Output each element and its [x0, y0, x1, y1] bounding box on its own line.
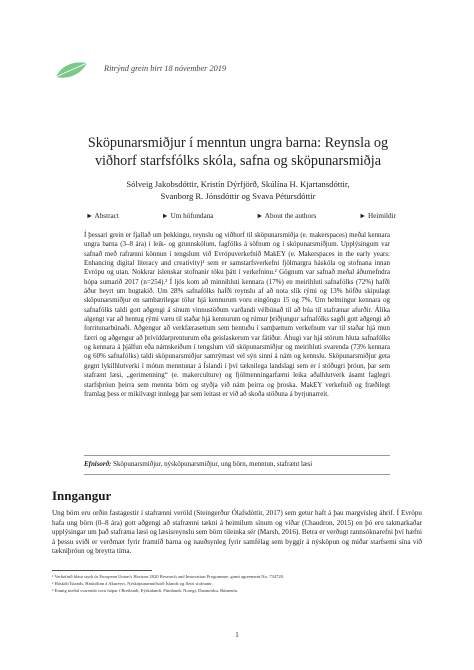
keywords-label: Efnisorð:: [84, 460, 112, 468]
abstract-link[interactable]: ► Abstract: [86, 212, 119, 220]
authors-line-1: Sólveig Jakobsdóttir, Kristín Dýrfjörð, Skúlína H. Kjartansdóttir,: [126, 179, 350, 189]
abstract-text: Í þessari grein er fjallað um þekkingu, reynslu og viðhorf til sköpunarsmiðja (e. makerspaces) meðal kennara ungra barna (3–8 ára) í leik- og grunnskólum, fagfólks á söfnum og í sköpunarsmiðjum. Upplýsingum var safnað með rafrænni könnun í tengslum við Evrópuverkefnið MakEY (e. Makerspaces in the early years: Enhancing digital literacy and creativity)¹ sem er samstarfsverkefni fjölmargra háskóla og stofnana innan Evrópu og utan. Nokkrar íslenskar stofnanir tóku þátt í verkefninu.² Gögnum var safnað meðal áðurnefndra hópa sumarið 2017 (n=254).³ Í ljós kom að minnihluti kennara (17%) en meirihluti safnafólks (72%) hafði áður heyrt um hugtakið. Um 28% safnafólks hafði reynslu af að nota slík rými og 13% höfðu skipulagt sköpunarsmiðjur en sambærilegar tölur hjá kennurum voru eingöngu 15 og 7%. Um helmingur kennara og safnafólks taldi gott aðgengi á sínum vinnustöðum varðandi vélbúnað til að búa til stafrænar afurðir. Álíka algengt var að hentug rými væru til staðar hjá kennurum og rúmur þriðjungur safnafólks sagði gott aðgengi að forritunarbúnaði. Aðgengur að verkfærasettum sem hentuðu í samþættum verkefnum var til staðar hjá mun færri og aðgengur að þrívíddarprenturum eða geislaskerum var fátíður. Áhugi var hjá stórum hluta safnafólks og kennara á þjálfun eða námskeiðum í tengslum við sköpunarsmiðjur og meirihluti svarenda (73% kennara og 60% safnafólks) taldi sköpunarsmiðjur samrýmast vel sýn sinni á nám og kennslu. Sköpunarsmiðjur geta gegnt lykilhlutverki í mótun menntunar á Íslandi í því tæknilega landslagi sem er í stöðugri þróun, þar sem stafrænt læsi, „gerimenning“ (e. makerculture) og fjölmenningarfærni leika aðalhlutverk ásamt faglegri starfsþróun þeirra sem mennta börn og styðja við nám þeirra og þroska. MakEY verkefnið og fræðilegt framlag þess er mikilvægt innlegg þar sem leitast er við að skoða stöðuna á byrjunarreit.: [84, 231, 390, 398]
abstract-block: [84, 231, 390, 399]
page-number: 1: [235, 630, 239, 639]
authors-line-2: Svanborg R. Jónsdóttir og Svava Pétursdóttir: [160, 191, 316, 201]
section-links: [86, 212, 396, 220]
references-link[interactable]: ► Heimildir: [359, 212, 396, 220]
footnote-2: ² Háskóli Íslands, Háskólinn á Akureyri, Nýsköpunarmiðstöð Íslands og fleiri stofnanir.: [52, 581, 213, 587]
footnote-3: ³ Einnig meðal svarenda voru hópar í Bretlandi, Þýskalandi, Finnlandi, Noregi, Danmörku, Rúmeníu.: [52, 588, 239, 594]
keywords-rule-bottom: [84, 474, 390, 475]
keywords-line: [84, 460, 390, 468]
about-authors-is-link[interactable]: ► Um höfundana: [161, 212, 214, 220]
section-heading: Inngangur: [52, 488, 112, 503]
title-line-2: viðhorf starfsfólks skóla, safna og sköpunarsmiðja: [94, 153, 382, 169]
footnote-rule: [52, 570, 152, 571]
title-line-1: Sköpunarsmiðjur í menntun ungra barna: Reynsla og: [87, 135, 389, 151]
keywords-rule-top: [84, 455, 390, 456]
about-authors-en-link[interactable]: ► About the authors: [256, 212, 317, 220]
intro-paragraph: Ung börn eru orðin fastagestir í stafrænni veröld (Steingerður Ólafsdóttir, 2017) sem getur haft á þau margvísleg áhrif. Í Evrópu hafa ung börn (0–8 ára) gott aðgengi að stafrænni tækni á heimilum sínum og víðar (Chaudron, 2015) en þó eru takmarkaðar upplýsingar um það stafræna læsi og læsisreynslu sem börn tileinka sér (Marsh, 2016). Betra er verðugt rannsóknarefni því hæfni á þessu sviði er verðmæt fyrir framtíð barna og nauðsynleg fyrir samfélag sem byggir á nýsköpun og miðar starfsemi sína við tækniþróun og breytta tíma.: [52, 509, 422, 555]
article-authors: [70, 178, 406, 202]
leaf-logo-icon: [54, 60, 88, 82]
intro-body: [52, 509, 422, 557]
article-title: [60, 134, 416, 170]
footnotes: [52, 573, 422, 595]
publication-info: Ritrýnd grein birt 18 nóvember 2019: [104, 64, 227, 73]
keywords-text: Sköpunarsmiðjur, nýsköpunarsmiðjur, ung börn, menntun, stafrænt læsi: [113, 460, 313, 468]
footnote-1: ¹ Verkefnið hlaut styrk úr European Union's Horizon 2020 Research and Innovation Programme, grant agreement No. 734720.: [52, 574, 285, 579]
